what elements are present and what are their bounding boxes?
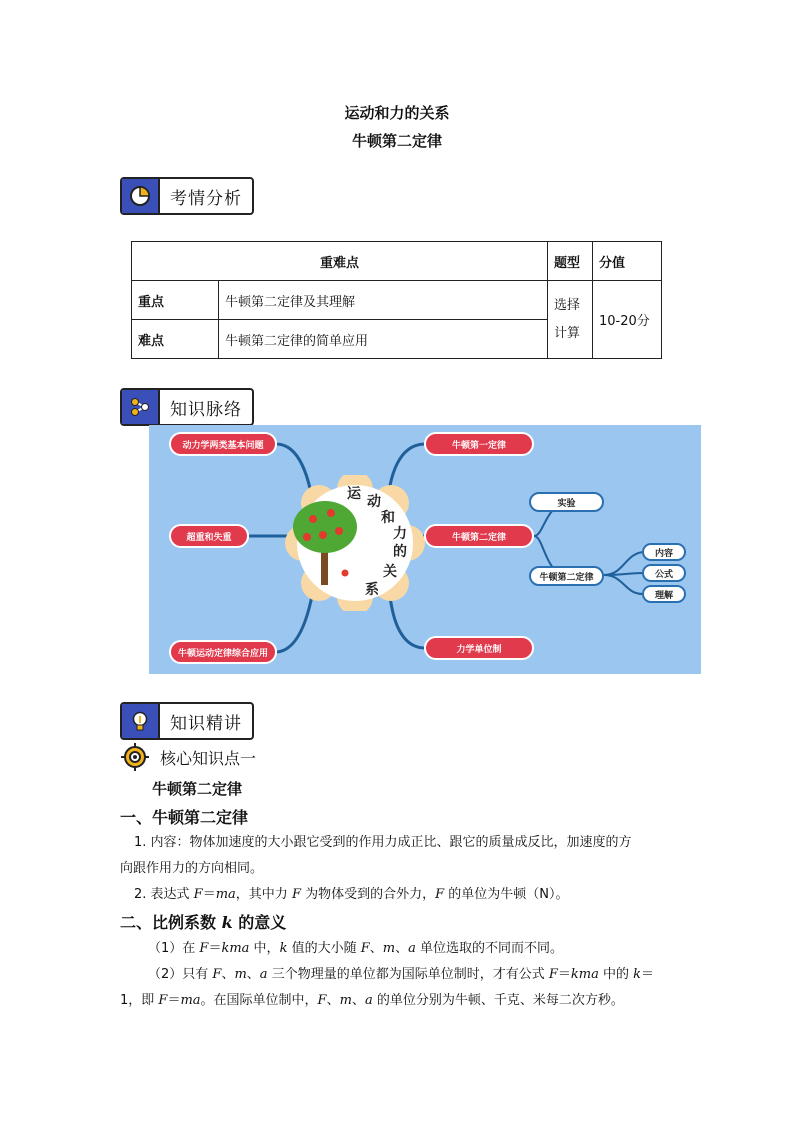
mind-map: [149, 425, 701, 674]
center-char: 关: [383, 564, 397, 580]
map-node-leaf: 公式: [642, 564, 686, 582]
paragraph-3: （1）在 F＝kma 中，k 值的大小随 F、m、a 单位选取的不同而不同。: [148, 941, 564, 956]
center-char: 系: [365, 582, 379, 598]
table-header-score: 分值: [592, 242, 661, 281]
map-node-right: 牛顿第二定律: [424, 524, 534, 548]
center-char: 和: [381, 510, 395, 526]
paragraph-1: 1. 内容：物体加速度的大小跟它受到的作用力成正比、跟它的质量成反比，加速度的方: [134, 835, 632, 850]
map-node-right: 牛顿第一定律: [424, 432, 534, 456]
network-icon: [122, 390, 160, 424]
table-header-points: 重难点: [132, 242, 548, 281]
section-badge-map: [120, 388, 254, 426]
map-node-leaf: 内容: [642, 543, 686, 561]
section-title-lecture: 知识精讲: [170, 713, 242, 734]
page-subtitle: 牛顿第二定律: [351, 132, 442, 150]
table-row-text: 牛顿第二定律及其理解: [219, 281, 548, 320]
core-point-label: 核心知识点一: [160, 749, 257, 768]
map-node-left: 动力学两类基本问题: [169, 432, 277, 456]
center-char: 力: [393, 526, 407, 542]
page-title: 运动和力的关系: [344, 104, 450, 122]
paragraph-4: （2）只有 F、m、a 三个物理量的单位都为国际单位制时，才有公式 F＝kma 中的 k＝: [148, 967, 655, 982]
center-char: 的: [393, 544, 407, 560]
paragraph-4-cont: 1，即 F＝ma。在国际单位制中，F、m、a 的单位分别为牛顿、千克、米每二次方秒。: [120, 993, 624, 1008]
mind-map-lines: [149, 425, 701, 674]
exam-analysis-table: [131, 241, 662, 359]
target-icon: [120, 742, 150, 776]
table-cell-type: [547, 281, 592, 359]
section-title-analysis: 考情分析: [170, 188, 242, 209]
section-badge-analysis: [120, 177, 254, 215]
center-char: 运: [347, 486, 361, 502]
table-row-label: 难点: [132, 320, 219, 359]
map-node-experiment: 实验: [529, 492, 604, 512]
table-row-text: 牛顿第二定律的简单应用: [219, 320, 548, 359]
paragraph-2: 2. 表达式 F＝ma，其中力 F 为物体受到的合外力，F 的单位为牛顿（N）。: [134, 887, 569, 902]
type-choice: 选择: [553, 297, 580, 313]
map-node-left: 牛顿运动定律综合应用: [169, 640, 277, 664]
map-node-right: 力学单位制: [424, 636, 534, 660]
section-title-map: 知识脉络: [170, 399, 242, 420]
paragraph-1-cont: 向跟作用力的方向相同。: [120, 861, 264, 876]
heading-1: 一、牛顿第二定律: [120, 808, 249, 827]
table-row-label: 重点: [132, 281, 219, 320]
lightbulb-icon: [122, 704, 160, 738]
core-point-title: 牛顿第二定律: [152, 780, 243, 798]
map-node-leaf: 理解: [642, 585, 686, 603]
table-cell-score: 10-20分: [592, 281, 661, 359]
pie-chart-icon: [122, 179, 160, 213]
type-calc: 计算: [553, 325, 580, 341]
heading-2: 二、比例系数 k 的意义: [120, 913, 287, 932]
map-node-left: 超重和失重: [169, 524, 249, 548]
section-badge-lecture: [120, 702, 254, 740]
map-node-sub: 牛顿第二定律: [529, 566, 604, 586]
center-char: 动: [367, 494, 381, 510]
table-header-type: 题型: [547, 242, 592, 281]
